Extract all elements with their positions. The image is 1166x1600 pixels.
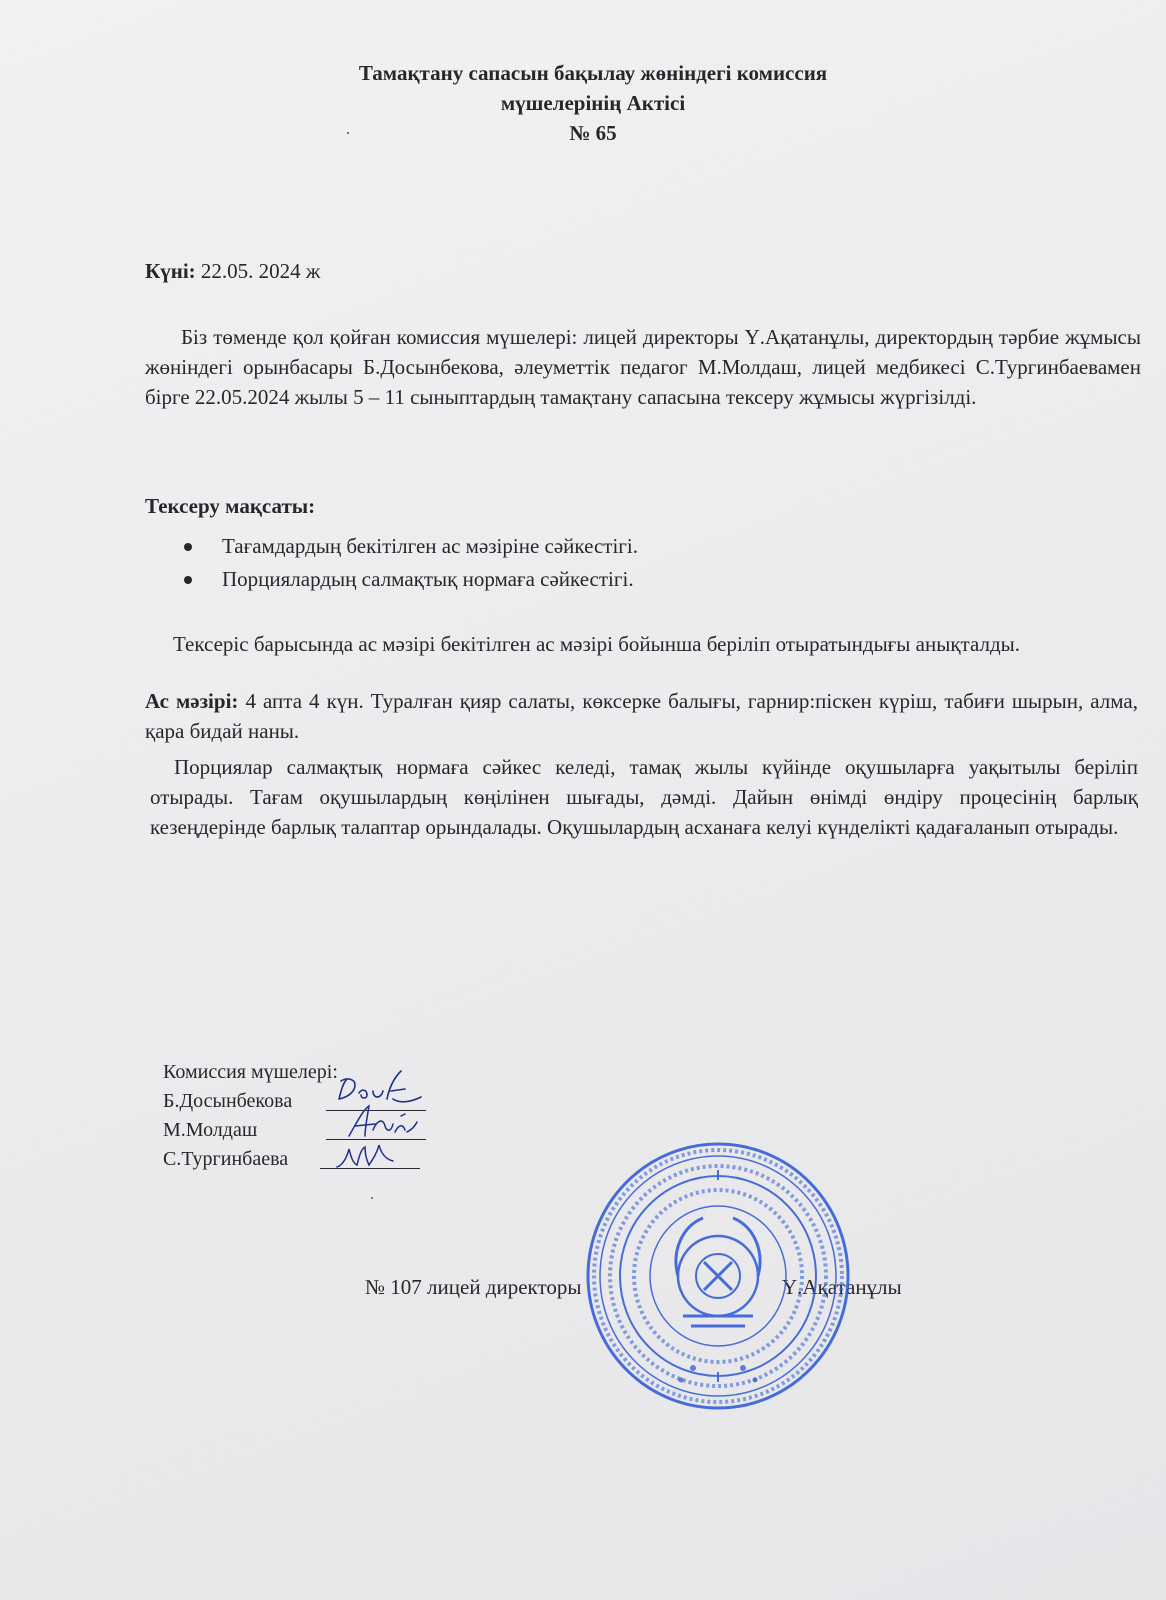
intro-paragraph: Біз төменде қол қойған комиссия мүшелері: лицей директоры Ү.Ақатанұлы, директордың тәрбие жұмысы жөніндегі орынбасары Б.Досынбекова, әлеуметтік педагог М.Молдаш, лицей медбикесі С.Тургинбаевамен бірге 22.05.2024 жылы 5 – 11 сыныптардың тамақтану сапасына тексеру жұмысы жүргізілді.	[145, 325, 1141, 409]
director-title: № 107 лицей директоры	[365, 1275, 582, 1299]
document-title	[200, 58, 986, 148]
members-block	[163, 1058, 338, 1174]
aim-text: Тағамдардың бекітілген ас мәзіріне сәйкестігі.	[222, 534, 638, 558]
bullet-icon	[184, 576, 192, 584]
ink-speck	[347, 132, 349, 134]
menu-text: 4 апта 4 күн. Туралған қияр салаты, көксерке балығы, гарнир:піскен күріш, табиғи шырын, алма, қара бидай наны.	[145, 689, 1138, 743]
conclusion-paragraph: Порциялар салмақтық нормаға сәйкес келеді, тамақ жылы күйінде оқушыларға уақытылы беріліп отырады. Тағам оқушылардың көңілінен шығады, дәмді. Дайын өнімді өндіру процесінің барлық кезеңдерінде барлық талаптар орындалады. Оқушылардың асханаға келуі күнделікті қадағаланып отырады.	[150, 755, 1138, 839]
aim-item	[182, 563, 638, 596]
signature-icon	[333, 1137, 403, 1173]
member-row	[163, 1145, 338, 1174]
official-stamp-icon	[583, 1140, 853, 1410]
member-row	[163, 1116, 338, 1145]
aim-item	[182, 530, 638, 563]
director-name: Ү.Ақатанұлы	[782, 1275, 902, 1299]
title-line-2: мүшелерінің Актісі	[500, 91, 686, 115]
member-name: Б.Досынбекова	[163, 1090, 293, 1112]
date-label: Күні:	[145, 259, 196, 283]
member-name: М.Молдаш	[163, 1119, 258, 1141]
aims-list	[182, 530, 638, 596]
aims-heading: Тексеру мақсаты:	[145, 494, 316, 518]
date-line	[145, 259, 320, 284]
findings-paragraph: Тексеріс барысында ас мәзірі бекітілген ас мәзірі бойынша беріліп отыратындығы анықталды.	[173, 632, 1020, 656]
menu-paragraph	[145, 686, 1138, 746]
menu-label: Ас мәзірі:	[145, 689, 239, 713]
aim-text: Порциялардың салмақтық нормаға сәйкестігі.	[222, 567, 634, 591]
bullet-icon	[184, 543, 192, 551]
member-row	[163, 1087, 338, 1116]
members-heading: Комиссия мүшелері:	[163, 1061, 338, 1083]
date-value: 22.05. 2024 ж	[195, 259, 321, 283]
act-number: № 65	[569, 121, 617, 145]
member-name: С.Тургинбаева	[163, 1148, 289, 1170]
title-line-1: Тамақтану сапасын бақылау жөніндегі комиссия	[358, 61, 828, 85]
ink-speck	[371, 1197, 373, 1199]
